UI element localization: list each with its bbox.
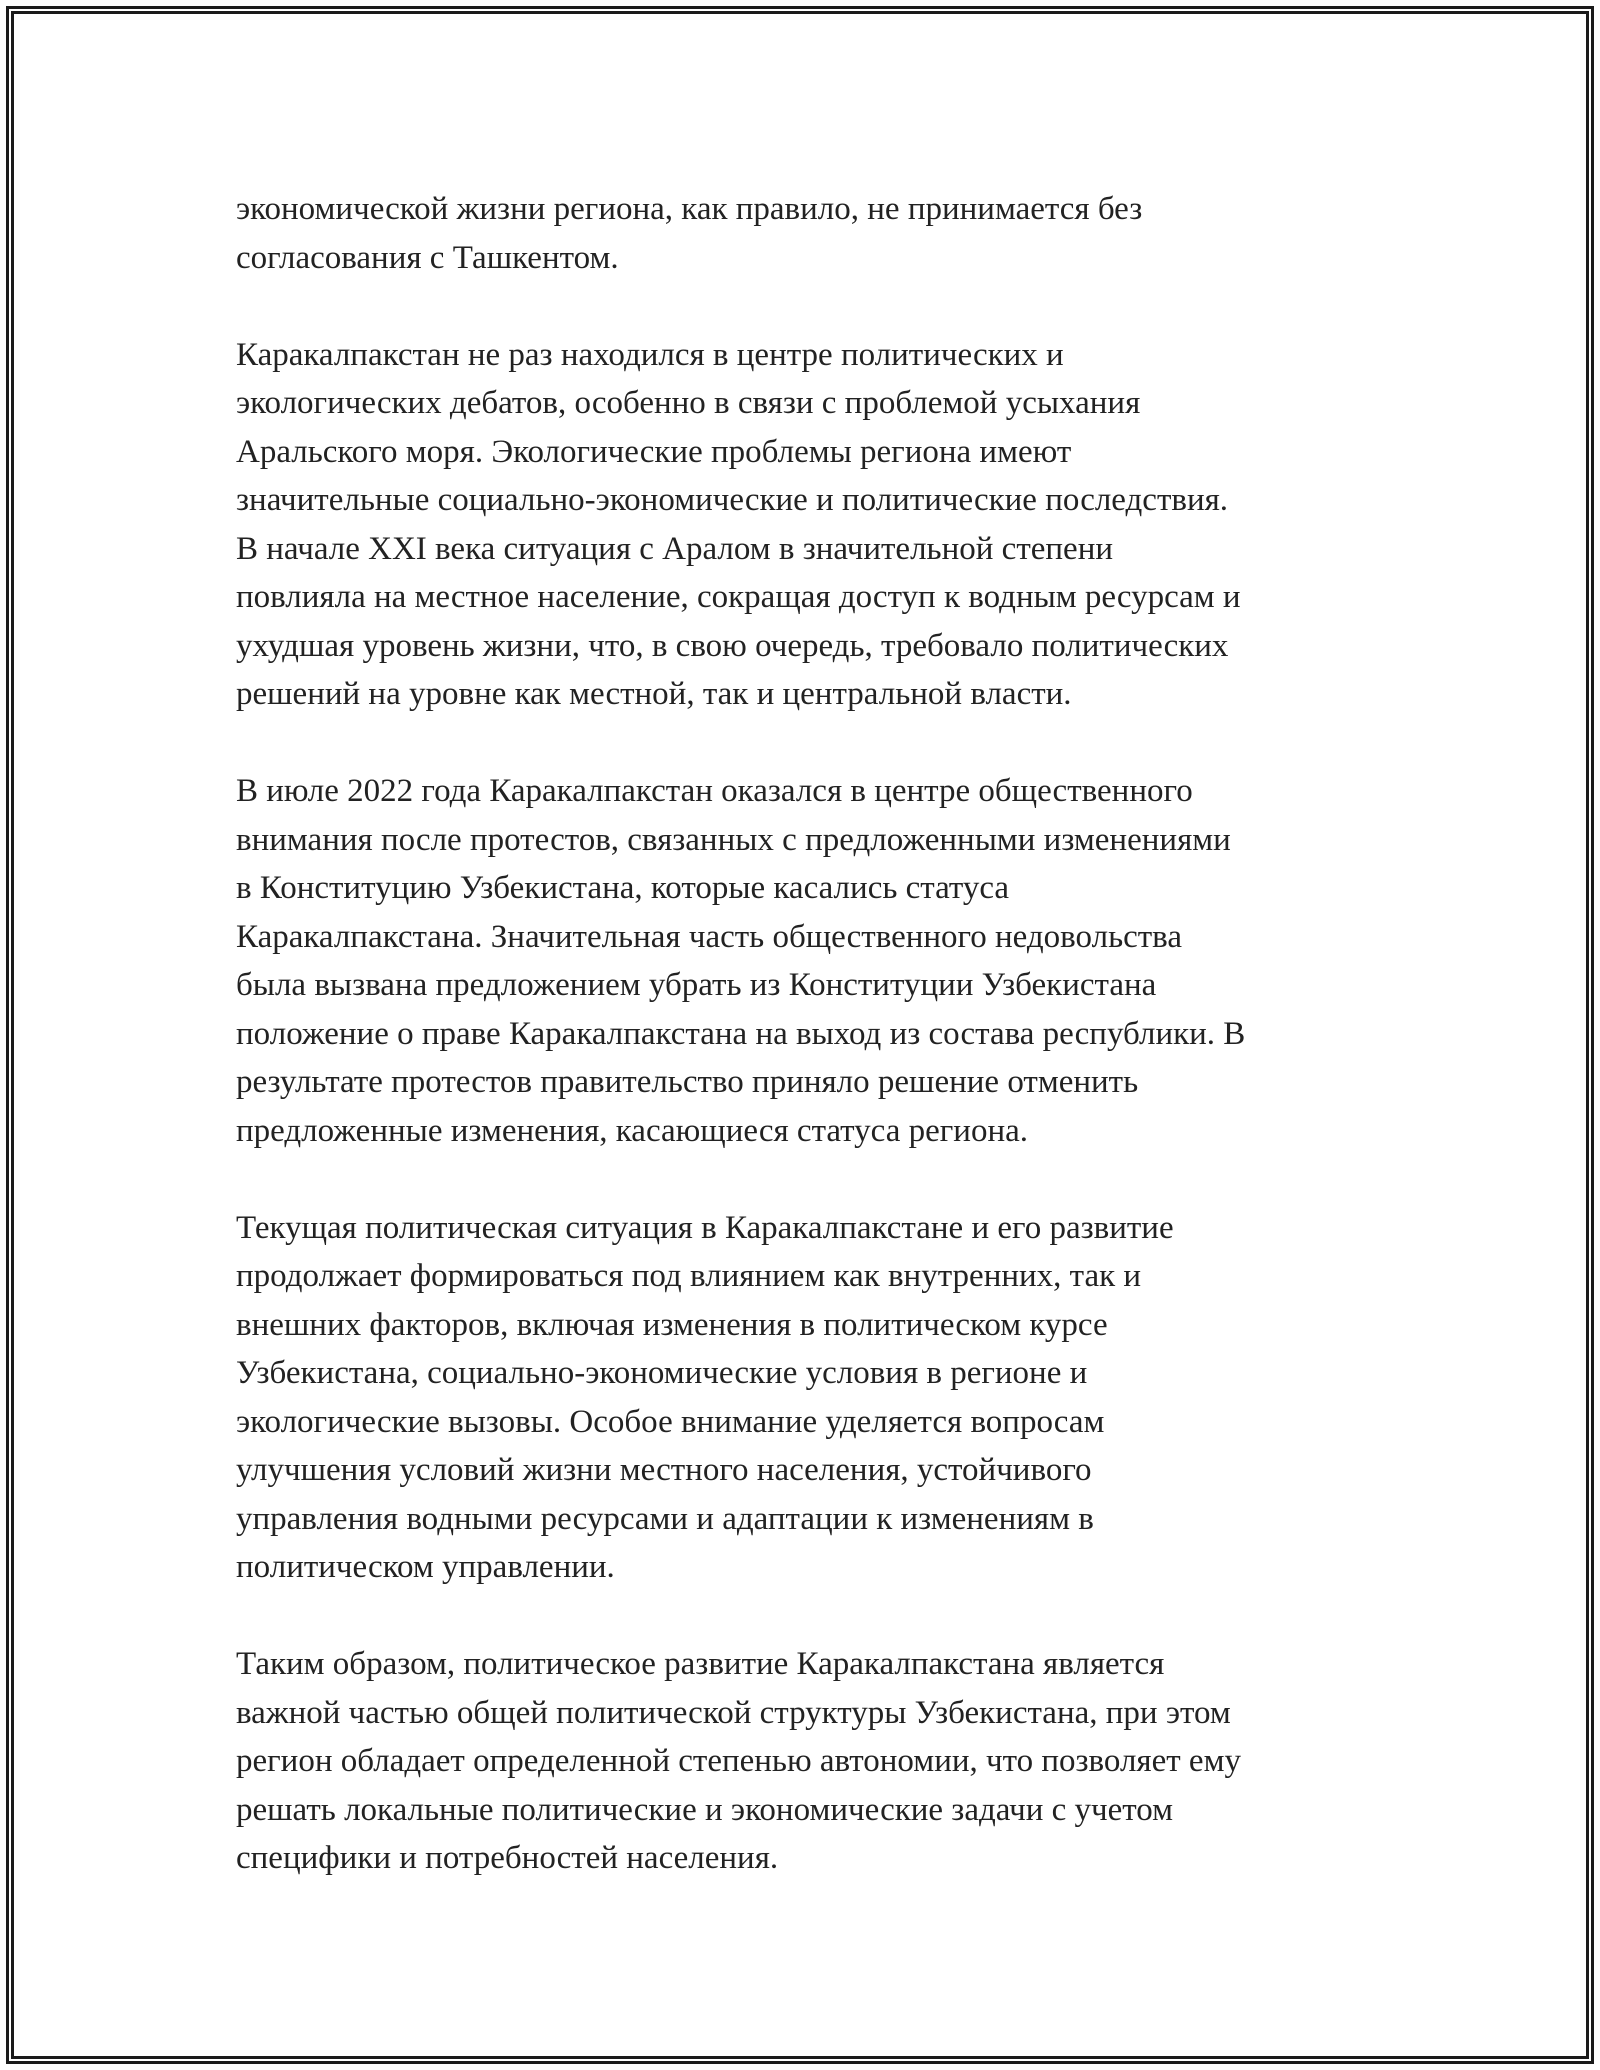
document-body bbox=[236, 185, 1386, 1883]
paragraph-1: экономической жизни региона, как правило, не принимается без согласования с Ташкентом. bbox=[236, 191, 1143, 276]
paragraph-4: Текущая политическая ситуация в Каракалпакстане и его развитие продолжает формироваться под влиянием как внутренних, так и внешних факторов, включая изменения в политическом курсе Узбекистана, социально-экономические условия в регионе и экологические вызовы. Особое внимание уделяется вопросам улучшения условий жизни местного населения, устойчивого управления водными ресурсами и адаптации к изменениям в политическом управлении. bbox=[236, 1209, 1174, 1585]
paragraph-3: В июле 2022 года Каракалпакстан оказался в центре общественного внимания после протестов, связанных с предложенными изменениями в Конституцию Узбекистана, которые касались статуса Каракалпакстана. Значительная часть общественного недовольства была вызвана предложением убрать из Конституции Узбекистана положение о праве Каракалпакстана на выход из состава республики. В результате протестов правительство приняло решение отменить предложенные изменения, касающиеся статуса региона. bbox=[236, 773, 1246, 1149]
paragraph-5: Таким образом, политическое развитие Каракалпакстана является важной частью общей политической структуры Узбекистана, при этом регион обладает определенной степенью автономии, что позволяет ему решать локальные политические и экономические задачи с учетом специфики и потребностей населения. bbox=[236, 1646, 1241, 1876]
paragraph-2: Каракалпакстан не раз находился в центре политических и экологических дебатов, особенно в связи с проблемой усыхания Аральского моря. Экологические проблемы региона имеют значительные социально-экономические и политические последствия. В начале XXI века ситуация с Аралом в значительной степени повлияла на местное население, сокращая доступ к водным ресурсам и ухудшая уровень жизни, что, в свою очередь, требовало политических решений на уровне как местной, так и центральной власти. bbox=[236, 336, 1241, 712]
